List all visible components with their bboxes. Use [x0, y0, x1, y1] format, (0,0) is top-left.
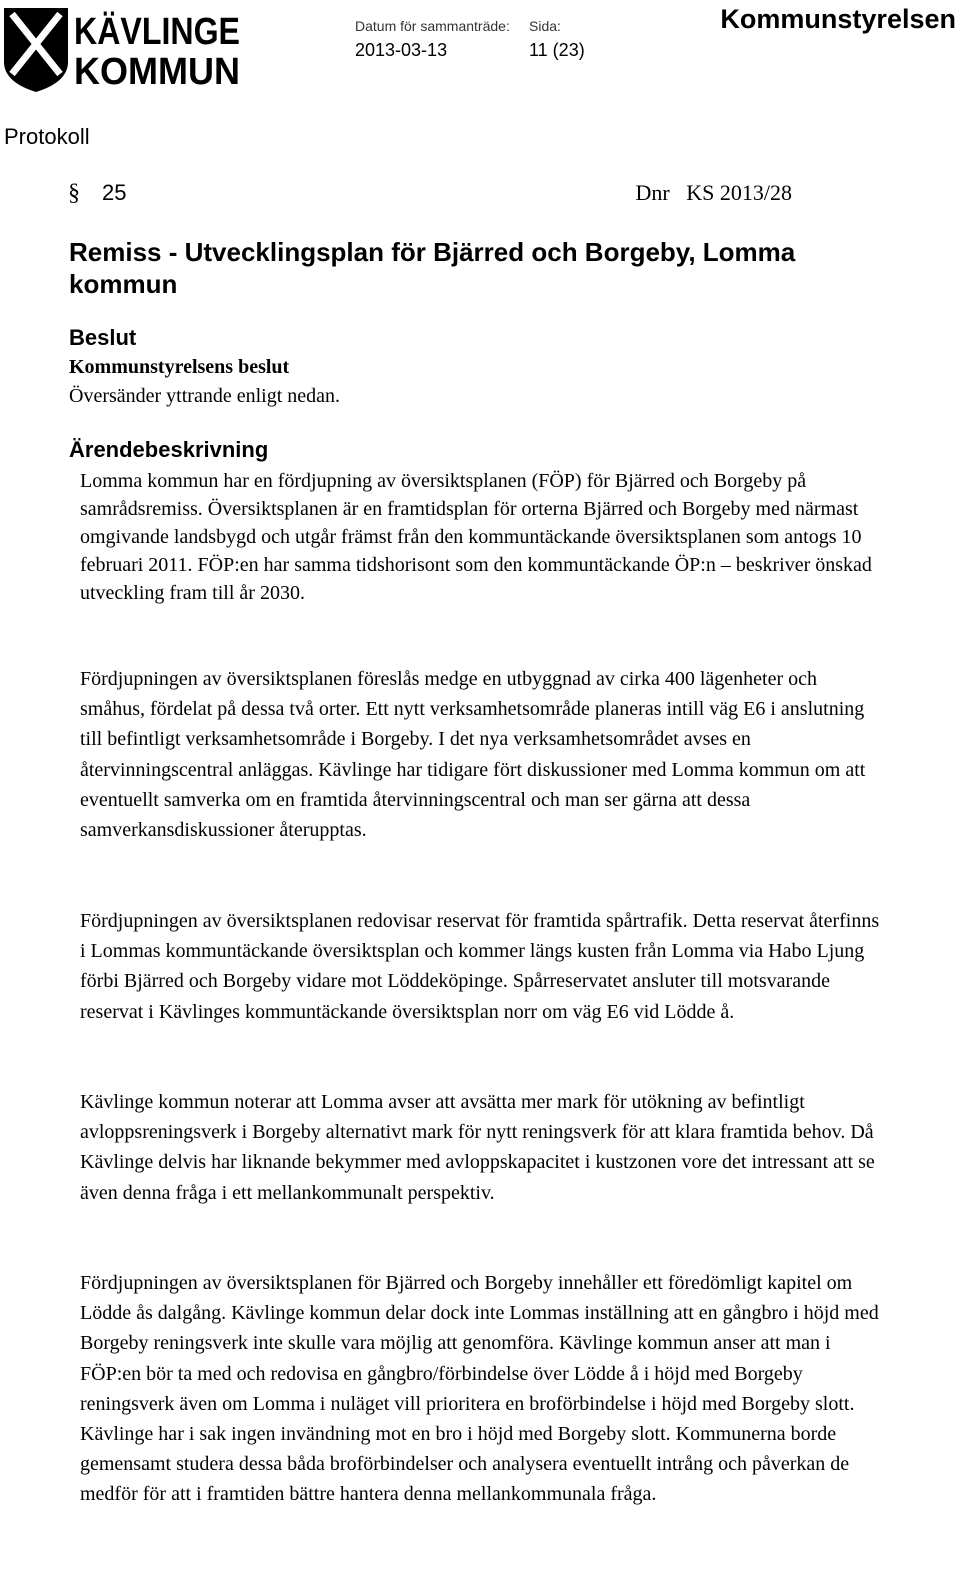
arende-paragraph-4: Kävlinge kommun noterar att Lomma avser att avsätta mer mark för utökning av befintligt avloppsreningsverk i Borgeby alternativt mark för nytt reningsverk för att klara framtida behov. Då Kävlinge delvis har liknande bekymmer med avloppskapacitet i kustzonen vore det intressant att se även denna fråga i ett mellankommunalt perspektiv. [80, 1091, 875, 1204]
section-symbol: § [68, 180, 80, 206]
logo-line2: KOMMUN [74, 51, 240, 93]
ks-beslut-heading: Kommunstyrelsens beslut [69, 356, 290, 378]
arende-paragraph-2: Fördjupningen av översiktsplanen föreslås medge en utbyggnad av cirka 400 lägenheter och småhus, fördelat på dessa två orter. Ett nytt verksamhetsområde planeras intill väg E6 i anslutning till befintligt verksamhetsområde i Borgeby. I det nya verksamhetsområdet avses en återvinningscentral anläggas. Kävlinge har tidigare fört diskussioner med Lomma kommun om att eventuellt samverka om en framtida återvinningscentral och man ser gärna att dessa samverkansdiskussioner återupptas. [80, 668, 866, 842]
arende-paragraph-3: Fördjupningen av översiktsplanen redovisar reservat för framtida spårtrafik. Detta reservat återfinns i Lommas kommuntäckande översiktsplan och kommer längs kusten från Lomma via Habo Ljung förbi Bjärred och Borgeby vidare mot Löddeköpinge. Spårreservatet ansluter till motsvarande reservat i Kävlinges kommuntäckande översiktsplan norr om väg E6 vid Lödde å. [80, 910, 880, 1023]
document-type: Protokoll [4, 124, 90, 149]
arende-paragraph-5: Fördjupningen av översiktsplanen för Bjärred och Borgeby innehåller ett föredömligt kapitel om Lödde ås dalgång. Kävlinge kommun delar dock inte Lommas inställning att en gångbro i höjd med Borgeby reningsverk inte skulle vara möjlig att genomföra. Kävlinge kommun anser att man i FÖP:en bör ta med och redovisa en gångbro/förbindelse över Lödde å i höjd med Borgeby reningsverk även om Lomma i nuläget vill prioritera en broförbindelse i höjd med Borgeby slott. Kävlinge har i sak ingen invändning mot en bro i höjd med Borgeby slott. Kommunerna borde gemensamt studera dessa båda broförbindelser och analysera eventuellt intrång och påverkan de medför för att i framtiden bättre hantera denna mellankommunala fråga. [80, 1272, 879, 1506]
date-value: 2013-03-13 [355, 40, 448, 60]
paragraph-number: 25 [102, 180, 127, 205]
date-label: Datum för sammanträde: [355, 18, 510, 34]
page-value: 11 (23) [529, 40, 585, 60]
beslut-text: Översänder yttrande enligt nedan. [69, 385, 341, 407]
diary-number: Dnr KS 2013/28 [635, 180, 792, 205]
page-label: Sida: [529, 18, 561, 34]
kavlinge-logo [2, 4, 271, 94]
logo-line1: KÄVLINGE [74, 11, 271, 53]
organization-name: Kommunstyrelsen [720, 4, 956, 34]
kavlinge-coat-of-arms-icon [2, 4, 271, 94]
arende-heading: Ärendebeskrivning [69, 437, 269, 462]
paragraph-line [68, 180, 792, 212]
arende-paragraph-1: Lomma kommun har en fördjupning av översiktsplanen (FÖP) för Bjärred och Borgeby på samrådsremiss. Översiktsplanen är en framtidsplan för orterna Bjärred och Borgeby med närmast omgivande landsbygd och utgår främst från den kommuntäckande översiktsplanen som antogs 10 februari 2011. FÖP:en har samma tidshorisont som den kommuntäckande ÖP:n – beskriver önskad utveckling fram till år 2030. [80, 470, 872, 604]
beslut-heading: Beslut [69, 325, 137, 350]
page-title: Remiss - Utvecklingsplan för Bjärred och Borgeby, Lomma kommun [69, 237, 796, 299]
